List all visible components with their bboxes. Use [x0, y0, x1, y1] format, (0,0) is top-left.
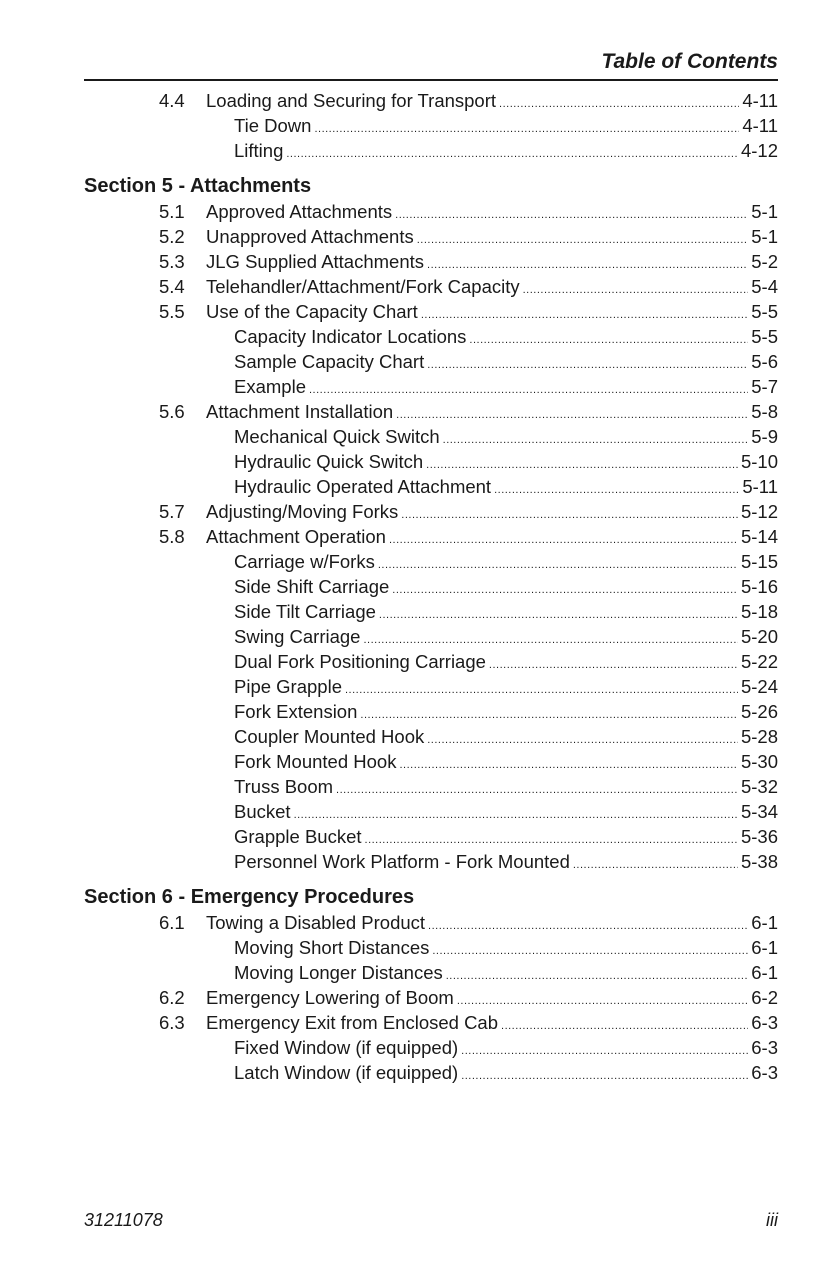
dot-leader: [573, 853, 738, 878]
section-heading: Section 5 - Attachments: [84, 175, 312, 197]
toc-entry-title: Side Shift Carriage: [234, 576, 390, 597]
toc-entry-number: 4.4: [159, 90, 185, 111]
toc-entry-page: 5-16: [740, 576, 778, 597]
toc-entry[interactable]: [84, 349, 778, 374]
toc-entry[interactable]: [84, 985, 778, 1010]
toc-entry[interactable]: [84, 674, 778, 699]
dot-leader: [461, 1064, 748, 1089]
toc-entry-page: 6-1: [751, 912, 778, 933]
toc-entry[interactable]: [84, 599, 778, 624]
toc-entry-number: 6.1: [159, 912, 185, 933]
toc-entry-title: Emergency Lowering of Boom: [206, 987, 454, 1008]
toc-entry[interactable]: [84, 1060, 778, 1085]
toc-entry-page: 5-2: [751, 251, 778, 272]
toc-entry-title: Tie Down: [234, 115, 312, 136]
toc-entry[interactable]: [84, 88, 778, 113]
toc-entry-title: Side Tilt Carriage: [234, 601, 376, 622]
toc-entry-title: Dual Fork Positioning Carriage: [234, 651, 486, 672]
toc-entry-title: Towing a Disabled Product: [206, 912, 426, 933]
toc-entry-title: Fork Extension: [234, 701, 358, 722]
toc-entry[interactable]: [84, 424, 778, 449]
toc-entry[interactable]: [84, 324, 778, 349]
toc-entry-title: Grapple Bucket: [234, 826, 362, 847]
toc-entry[interactable]: [84, 224, 778, 249]
page-header-title: Table of Contents: [601, 50, 778, 73]
toc-entry-page: 5-36: [740, 826, 778, 847]
toc-entry-page: 5-34: [740, 801, 778, 822]
toc-entry-title: Hydraulic Quick Switch: [234, 451, 424, 472]
toc-entry[interactable]: [84, 774, 778, 799]
toc-entry[interactable]: [84, 624, 778, 649]
toc-entry[interactable]: [84, 910, 778, 935]
toc-entry-number: 5.3: [159, 251, 185, 272]
toc-entry-title: Moving Longer Distances: [234, 962, 443, 983]
toc-entry[interactable]: [84, 138, 778, 163]
toc-entry[interactable]: [84, 574, 778, 599]
toc-entry-page: 4-11: [742, 90, 778, 111]
toc-entry[interactable]: [84, 499, 778, 524]
toc-entry-page: 5-22: [740, 651, 778, 672]
toc-entry-page: 5-5: [751, 326, 778, 347]
toc-entry-page: 5-18: [740, 601, 778, 622]
header-divider: [84, 79, 778, 81]
toc-entry[interactable]: [84, 199, 778, 224]
toc-entry-title: Loading and Securing for Transport: [206, 90, 497, 111]
toc-entry-title: Capacity Indicator Locations: [234, 326, 467, 347]
toc-entry[interactable]: [84, 935, 778, 960]
toc-entry-page: 5-20: [740, 626, 778, 647]
toc-entry[interactable]: [84, 799, 778, 824]
toc-entry-page: 5-38: [740, 851, 778, 872]
toc-entry-title: JLG Supplied Attachments: [206, 251, 425, 272]
toc-entry-page: 5-7: [751, 376, 778, 397]
section-heading: Section 6 - Emergency Procedures: [84, 886, 415, 908]
page-number: iii: [766, 1210, 778, 1230]
toc-entry-page: 5-5: [751, 301, 778, 322]
toc-entry-page: 5-12: [740, 501, 778, 522]
toc-entry-title: Sample Capacity Chart: [234, 351, 425, 372]
toc-entry-number: 5.7: [159, 501, 185, 522]
toc-entry-number: 5.2: [159, 226, 185, 247]
toc-entry-title: Truss Boom: [234, 776, 334, 797]
dot-leader: [286, 142, 738, 167]
toc-entry-page: 5-1: [751, 201, 778, 222]
toc-entry-title: Example: [234, 376, 306, 397]
toc-entry-page: 6-3: [751, 1037, 778, 1058]
toc-entry-page: 6-1: [751, 962, 778, 983]
toc-entry-page: 5-24: [740, 676, 778, 697]
toc-entry-title: Attachment Installation: [206, 401, 394, 422]
toc-entry-page: 4-12: [740, 140, 778, 161]
toc-entry-page: 6-3: [751, 1012, 778, 1033]
toc-entry-number: 5.1: [159, 201, 185, 222]
toc-entry-page: 5-30: [740, 751, 778, 772]
toc-entry-number: 5.5: [159, 301, 185, 322]
toc-entry[interactable]: [84, 824, 778, 849]
toc-entry-title: Carriage w/Forks: [234, 551, 375, 572]
toc-entry[interactable]: [84, 724, 778, 749]
toc-entry-page: 5-14: [740, 526, 778, 547]
toc-entry[interactable]: [84, 399, 778, 424]
toc-entry-number: 6.2: [159, 987, 185, 1008]
toc-entry[interactable]: [84, 699, 778, 724]
toc-entry-title: Lifting: [234, 140, 284, 161]
toc-entry-title: Adjusting/Moving Forks: [206, 501, 399, 522]
toc-entry-title: Telehandler/Attachment/Fork Capacity: [206, 276, 520, 297]
toc-entry-title: Attachment Operation: [206, 526, 386, 547]
toc-entry-number: 6.3: [159, 1012, 185, 1033]
toc-entry-title: Pipe Grapple: [234, 676, 342, 697]
toc-entry[interactable]: [84, 449, 778, 474]
toc-entry-title: Coupler Mounted Hook: [234, 726, 425, 747]
toc-entry[interactable]: [84, 960, 778, 985]
toc-entry-page: 5-11: [742, 476, 778, 497]
toc-entry[interactable]: [84, 749, 778, 774]
toc-entry-title: Emergency Exit from Enclosed Cab: [206, 1012, 499, 1033]
toc-entry-page: 5-6: [751, 351, 778, 372]
toc-entry-page: 6-2: [751, 987, 778, 1008]
toc-entry[interactable]: [84, 249, 778, 274]
toc-entry-number: 5.8: [159, 526, 185, 547]
toc-entry-page: 5-8: [751, 401, 778, 422]
toc-entry-page: 5-10: [740, 451, 778, 472]
toc-entry-title: Mechanical Quick Switch: [234, 426, 440, 447]
toc-entry[interactable]: [84, 1010, 778, 1035]
toc-entry-page: 6-1: [751, 937, 778, 958]
toc-entry-number: 5.6: [159, 401, 185, 422]
toc-entry-title: Fork Mounted Hook: [234, 751, 397, 772]
toc-entry[interactable]: [84, 549, 778, 574]
toc-entry-page: 6-3: [751, 1062, 778, 1083]
toc-entry-title: Approved Attachments: [206, 201, 393, 222]
toc-entry-number: 5.4: [159, 276, 185, 297]
toc-entry[interactable]: [84, 1035, 778, 1060]
toc-entry-title: Bucket: [234, 801, 291, 822]
toc-entry[interactable]: [84, 374, 778, 399]
toc-entry-page: 5-32: [740, 776, 778, 797]
toc-entry[interactable]: [84, 113, 778, 138]
toc-entry-page: 5-9: [751, 426, 778, 447]
toc-entry-title: Latch Window (if equipped): [234, 1062, 459, 1083]
document-number: 31211078: [84, 1210, 163, 1230]
toc-entry[interactable]: [84, 649, 778, 674]
toc-entry-title: Swing Carriage: [234, 626, 361, 647]
toc-entry-title: Hydraulic Operated Attachment: [234, 476, 492, 497]
toc-entry-title: Fixed Window (if equipped): [234, 1037, 459, 1058]
toc-entry-page: 5-26: [740, 701, 778, 722]
toc-entry[interactable]: [84, 274, 778, 299]
toc-entry-page: 5-4: [751, 276, 778, 297]
table-of-contents: [84, 88, 778, 1085]
toc-entry[interactable]: [84, 849, 778, 874]
toc-entry-title: Use of the Capacity Chart: [206, 301, 418, 322]
toc-entry-title: Personnel Work Platform - Fork Mounted: [234, 851, 570, 872]
toc-entry-page: 4-11: [742, 115, 778, 136]
toc-entry-page: 5-28: [740, 726, 778, 747]
toc-entry[interactable]: [84, 474, 778, 499]
toc-entry[interactable]: [84, 299, 778, 324]
toc-entry-page: 5-1: [751, 226, 778, 247]
toc-entry-title: Unapproved Attachments: [206, 226, 414, 247]
toc-entry-page: 5-15: [740, 551, 778, 572]
toc-entry[interactable]: [84, 524, 778, 549]
toc-entry-title: Moving Short Distances: [234, 937, 430, 958]
